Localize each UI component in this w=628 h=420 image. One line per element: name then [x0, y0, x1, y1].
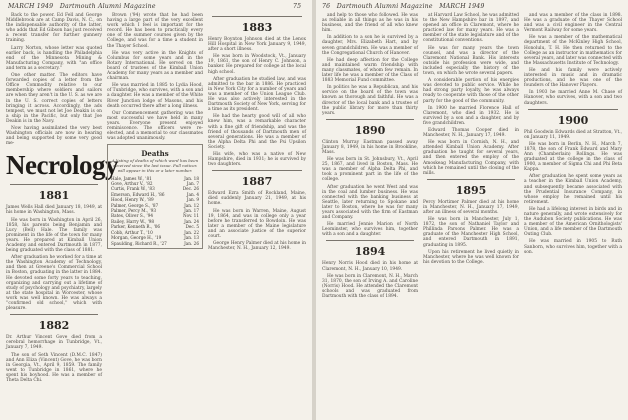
death-date: Jan. 4	[186, 191, 199, 197]
paragraph: Clinton Murray Eastman passed away January 8, 1949, in his home in Brookline, Mass.	[322, 139, 418, 155]
paragraph: He was born in Manchester, July 1, 1872, the son of Nathaniel Taylor and Phillinda Parsons Palmer. He was a graduate of the Manchester High School, and entered Dartmouth in 1891, graduating in 1895.	[423, 217, 519, 248]
death-name: Bates, Oliver S., '94	[111, 213, 154, 219]
right-page-header	[322, 3, 485, 10]
necrology-title: Necrology	[6, 150, 118, 181]
paragraph: He and his family were actively interested in music and in dramatic productions, and he was one of the founders of the Hanover Players.	[524, 67, 622, 89]
column-text	[322, 13, 418, 116]
obituary	[6, 314, 102, 383]
class-year: 1883	[241, 21, 273, 34]
death-name: Palmer, George S., '87	[111, 202, 159, 208]
death-entry	[111, 241, 199, 246]
paragraph: Back to the power. Ed Fell and George Middlebrook are at Camp Davis, N. C., on the indispensable authority of the latter, who adds that Ed Gibson has just received a recent transfer for further gunnery training.	[6, 13, 102, 44]
paragraph: Edward Ezra Smith of Rockland, Maine, died suddenly January 21, 1949, at his home.	[208, 191, 306, 207]
obituaries	[423, 179, 519, 265]
paragraph: Percy Mortimer Palmer died at his home in Manchester, N. H., January 17, 1949, after an illness of several months.	[423, 199, 519, 215]
column-text	[6, 13, 102, 146]
paragraph: He had a lifelong interest in birds and in nature generally, and wrote extensively for the Audubon Society publications. He was a member of the American Ornithologists' Union, and a life member of the Dartmouth Outing Club.	[524, 206, 622, 238]
obituaries	[524, 109, 622, 255]
divider	[427, 179, 515, 180]
paragraph: He was very active in the Knights of Columbus for some years and in the Rotary International. He served on the board of trustees of the Kimball Union Academy for many years as a member and chairman.	[107, 50, 203, 82]
paragraph: and help to those who followed. He was as reliable in all things as he was in his business, and the friend of all who knew him.	[322, 13, 418, 34]
left-col-3	[208, 13, 306, 418]
header-magazine: Dartmouth Alumni Magazine	[336, 3, 433, 10]
class-year: 1890	[354, 123, 386, 137]
column-text	[524, 13, 622, 106]
paragraph: George Henry Palmer died at his home in Manchester, N. H., January 12, 1949.	[208, 241, 306, 252]
death-date: Nov. 11	[182, 213, 199, 219]
paragraph: Edward Thomas Cooper died in Manchester, N. H., January 17, 1949.	[423, 127, 519, 139]
obituary	[208, 170, 306, 251]
paragraph: He married Jennie Marion of North Leominster, who survives him, together with a son and a daughter.	[322, 222, 418, 238]
paragraph: Brown ('94) wrote that he had been having a large part of the very excellent work which I feel is important for the record. He has been to practically every one of the summer courses given by the College, and was for a time a student in the Thayer School.	[107, 13, 203, 49]
obituary	[208, 16, 306, 167]
paragraph: He was for many years the town counsel, and was a director of the Claremont National Bank. His interests outside his profession were wide, and included especially the history of the town, on which he wrote several papers.	[423, 45, 519, 77]
paragraph: In addition to a son he is survived by a daughter, Mrs. Elizabeth Hart, and by seven grandchildren. He was a member of the Congregational Church of Hanover.	[322, 35, 418, 56]
paragraph: He was a member of the mathematical department of the McKinley High School, Honolulu, T. H. He then returned to the College as an instructor in mathematics for several years, and later was connected with the Massachusetts Institute of Technology.	[524, 35, 622, 66]
page-number: 75	[293, 3, 302, 10]
right-col-3	[524, 13, 622, 418]
paragraph: He was born in Berlin, N. H., March 7, 1878, the son of Frank Edward and Mary Ann (Chamberlain) Rollings. He was graduated at the college in the class of 1900, a member of Sigma Chi and Phi Beta Kappa.	[524, 141, 622, 173]
paragraph: Larry Norton, whose letter was quoted earlier back, is handling the Philadelphia end of the Minnesota Mining & Manufacturing Company, with "an office and term as a secretary."	[6, 45, 102, 71]
death-date: Dec. 26	[182, 186, 199, 192]
paragraph: He was married in 1905 to Ruth Sanborn, who survives him, together with a son.	[524, 239, 622, 255]
obituary	[524, 109, 622, 255]
obituary	[423, 179, 519, 265]
death-date: Jan. 9	[186, 197, 199, 203]
paragraph: He was born in Claremont, N. H., March 31, 1870, the son of Irving A. and Caroline (Norris) Hood. He attended the Claremont schools and was graduated from Dartmouth with the class of 1894.	[322, 273, 418, 300]
paragraph: He was born in Washington in April 26, 1858, his parents being Benjamin and Lucy (Bell) Hale. The family was prominent in the life of the town for many years. He prepared at Kimball Union Academy and entered Dartmouth in 1877, being graduated with the class of 1881.	[6, 217, 102, 254]
divider	[10, 314, 98, 315]
death-name: Palmer, Percy M., '93	[111, 208, 157, 214]
class-year: 1881	[38, 189, 70, 203]
paragraph: He was born in Warren, Maine, August 19, 1864, and was in college only a year before he transferred to Bowdoin. He was later a member of the Maine legislature and an associate justice of the superior court.	[208, 208, 306, 239]
death-name: Spaulding, Richard R., '27	[111, 240, 167, 246]
paragraph: at Harvard Law School, he was admitted to the New Hampshire bar in 1897, and opened an office in Claremont, where he practiced law for many years. He was a member of the state legislature and of the constitutional conventions.	[423, 13, 519, 44]
paragraph: Henry Norris Hood died in his home at Claremont, N. H., January 10, 1949.	[322, 261, 418, 272]
death-date: Jan. 22	[184, 229, 199, 235]
obituary	[322, 240, 418, 299]
paragraph: In politics he was a Republican, and his service on the board of the town was known as thorough and faithful. He was a director of the local bank and a trustee of the public library for more than thirty years.	[322, 85, 418, 116]
class-year: 1882	[38, 319, 70, 333]
obituaries	[6, 184, 102, 383]
death-name: Parker, Kenneth R., '06	[111, 224, 161, 230]
class-year: 1894	[354, 245, 386, 259]
right-col-2	[423, 13, 519, 418]
paragraph: After graduation he went West and was in the coal and lumber business. He was connected with the banking business at Seattle, later returning to Spokane and later to Boston, where he was for many years associated with the firm of Eastman and Company.	[322, 184, 418, 221]
paragraph: After graduation he worked for a time at the Washington Academy of Technology, and then at Greene's Commercial School in Boston, graduating in the latter in 1884. He devoted some forty years to teaching, organizing and carrying out a lifetime of study of psychology and psychiatry, largely at the state hospital in Worcester, whose work was well known. He was always a ''confirmed old school,'' which with pleasure.	[6, 255, 102, 312]
paragraph: Our Commencement gathering was the most successful we have held in many years. Everyone present enjoyed reminiscence. The officers were re-elected, and a memorial to our classmates was adopted unanimously.	[107, 110, 203, 142]
paragraph: In 1900 he married Florence Hall of Claremont, who died in 1932. He is survived by a son and a daughter, and by five grandchildren.	[423, 105, 519, 126]
death-name: Hood, Henry W., '89	[111, 197, 154, 203]
paragraph: After graduation he studied law, and was admitted to the bar in 1886. He practiced in New York City for a number of years and was a member of the Union League Club. He was also actively interested in the Dartmouth Society of New York, serving for a time as its president.	[208, 76, 306, 113]
paragraph: Upon his retirement he lived quietly in Manchester, where he was well known for his devotion to the College.	[423, 249, 519, 265]
class-year: 1895	[455, 183, 487, 197]
page-number: 76	[322, 3, 331, 10]
death-date: Dec. 5	[185, 224, 199, 230]
divider	[326, 240, 414, 241]
header-title: MARCH 1949	[439, 3, 485, 10]
death-name: Cobb, Arthur T., '10	[111, 229, 153, 235]
deaths-box	[107, 144, 203, 249]
class-year: 1900	[557, 113, 589, 127]
death-name: Curtis, Frank W., '83	[111, 186, 155, 192]
class-year: 1887	[241, 175, 273, 189]
paragraph: He was born in Woodstock, Vt., January 19, 1861, the son of Henry C. Johnson, a banker. He prepared for college at the local high school.	[208, 54, 306, 75]
death-name: Bailey, Harry W., '98	[111, 218, 155, 224]
left-page-header	[8, 3, 156, 10]
deaths-title: Deaths	[141, 149, 169, 159]
column-text	[423, 13, 519, 176]
paragraph: The son of Seth Vincent (D.M.C. 1847) and Ann Eliza (Vincent) Gove, he was born in Georgia, Vt., April 9, 1859. The family went to Tunbridge in 1861, where he spent his boyhood. He was a member of Theta Delta Chi.	[6, 352, 102, 383]
obituaries	[322, 119, 418, 299]
right-page	[316, 0, 628, 420]
left-col-2	[107, 13, 203, 418]
divider	[10, 184, 98, 185]
obituaries	[208, 16, 306, 251]
paragraph: Henry Boynton Johnson died at the Lenox Hill Hospital in New York January 9, 1949, after a short illness.	[208, 37, 306, 53]
death-date: Jan. 17	[184, 208, 199, 214]
death-date: Jan. 7	[186, 181, 199, 187]
paragraph: Phil Goodwin Edwards died at Stratton, Vt., on January 11, 1949.	[524, 129, 622, 140]
paragraph: One other matter. The editors have forwarded copies of a letter from the Office Commodity relative to our membership where soldiers and sailors are when they aren't in the U. S. as we are in the U. S. correct copies of letters bringing it across. Accordingly, the ads tempest, we must not let Joe Deakin is on a ship in the Pacific, but only that Joe Deakin is in the Navy.	[6, 73, 102, 124]
death-name: Hale, James W., '81	[111, 175, 152, 181]
left-page	[0, 0, 312, 420]
deaths-list	[111, 176, 199, 246]
paragraph: He was married in 1885 to Lydia Hood, of Tunbridge, who survives, with a son and a daughter. He was a member of the White River Junction lodge of Masons, and his death occurred there after a long illness.	[107, 83, 203, 109]
deaths-note: A listing of deaths of which word has been received since the last issue. Full notices will appear in this or a later number.	[111, 158, 199, 173]
death-name: Morgan, George H., '19	[111, 235, 162, 241]
death-name: Emerson, Edward H., '86	[111, 191, 165, 197]
paragraph: James Wells Hall died January 18, 1949, at his home in Washington, Mass.	[6, 205, 102, 216]
header-magazine: Dartmouth Alumni Magazine	[59, 3, 156, 10]
death-date: Jan. 26	[184, 240, 199, 246]
divider	[528, 109, 618, 110]
paragraph: Now having assimilated the very best Washington officials are now in hearing and being supported by some very good me-	[6, 125, 102, 147]
divider	[326, 119, 414, 120]
paragraph: He was born in Cornish, N. H., and attended Kimball Union Academy. After graduation he taught for several years, and then entered the employ of the Amoskeag Manufacturing Company, with which he remained until the closing of the mills.	[423, 140, 519, 176]
right-col-1	[322, 13, 418, 418]
death-date: Jan. 12	[184, 202, 199, 208]
divider	[212, 16, 302, 17]
paragraph: In 1903 he married Anne M. Chase of Hanover, who survives, with a son and two daughters.	[524, 90, 622, 106]
left-col-1	[6, 13, 118, 418]
death-date: Jan. 18	[184, 175, 199, 181]
paragraph: He was born in St. Johnsbury, Vt., April 25, 1867, and lived in Boston, Mass. He was a member of Alpha Delta Phi, and took a prominent part in the life of the college.	[322, 157, 418, 183]
paragraph: A considerable portion of his energies was devoted to public service. While he had strong party loyalty, he was always ready to cooperate with those of the other party for the good of the community.	[423, 78, 519, 104]
paragraph: and was a member of the class in 1898. He was a graduate of the Thayer School and was a civil engineer in the Central Vermont Railway for some years.	[524, 13, 622, 34]
paragraph: He had the hearty good will of all who knew him, was a remarkable character with a fine gift of friendship, and was the friend of thousands of Dartmouth men of several generations. He was a member of the Alpha Delta Phi and the Psi Upsilon Society.	[208, 114, 306, 150]
death-date: Jan. 24	[184, 218, 199, 224]
column-text	[107, 13, 203, 141]
paragraph: His wife, who was a native of New Hampshire, died in 1931; he is survived by two daughters.	[208, 151, 306, 168]
divider	[212, 170, 302, 171]
death-name: Gove, Arthur V., '82	[111, 181, 153, 187]
paragraph: He had deep affection for the College and maintained warm friendship with many classmates, of whom few remain. In later life he was a member of the Class of 1883 Memorial Fund committee.	[322, 57, 418, 84]
paragraph: Dr. Arthur Vincent Gove died from a cerebral hemorrhage in Tunbridge, Vt., January 7, 1949.	[6, 335, 102, 351]
death-date: Jan. 13	[184, 235, 199, 241]
obituary	[6, 184, 102, 311]
header-title: MARCH 1949	[8, 3, 54, 10]
paragraph: After graduation he spent some years as a teacher in the Kimball Union Academy, and subsequently became associated with the Prudential Insurance Company, in whose employ he remained until his retirement.	[524, 174, 622, 205]
obituary	[322, 119, 418, 238]
